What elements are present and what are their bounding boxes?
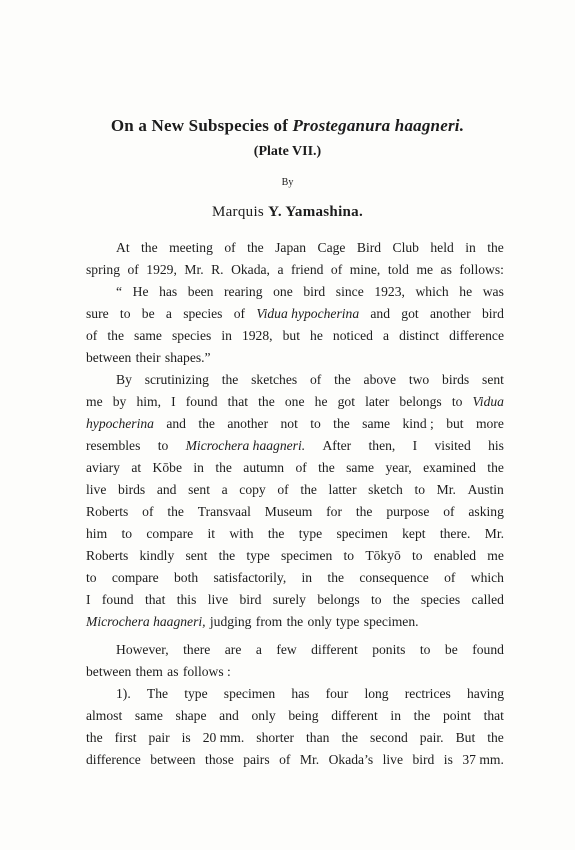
word: pair [148, 730, 170, 745]
word: a [221, 482, 228, 497]
word: “ [116, 284, 123, 299]
word: four [325, 686, 349, 701]
word: in [465, 240, 476, 255]
word: at [131, 460, 142, 475]
word: of [443, 504, 455, 519]
word: above [363, 372, 397, 387]
word: species [183, 306, 223, 321]
word: belongs [399, 394, 442, 409]
word: of [127, 262, 139, 277]
word: a [165, 306, 172, 321]
word: later [365, 394, 390, 409]
word: Okada’s [328, 752, 374, 767]
word: type [184, 686, 208, 701]
word: distinct [399, 328, 440, 343]
word: same [134, 708, 163, 723]
word: live [382, 752, 403, 767]
word: scrutinizing [144, 372, 209, 387]
word: Museum [264, 504, 313, 519]
word: the [107, 328, 124, 343]
word: got [401, 306, 419, 321]
word: the [141, 240, 158, 255]
word: the [221, 372, 239, 387]
word: At [116, 240, 130, 255]
word: year, [385, 460, 412, 475]
word: of [279, 752, 291, 767]
word: Roberts [86, 548, 129, 563]
word: is [181, 730, 191, 745]
word: But [455, 730, 476, 745]
word: of [330, 262, 343, 277]
word: the [167, 504, 184, 519]
article-title [0, 116, 575, 136]
word: friend [290, 262, 324, 277]
word: being [288, 708, 319, 723]
word: visited [434, 438, 471, 453]
word: has [159, 284, 178, 299]
text-line [86, 567, 504, 589]
text-line [86, 523, 504, 545]
word: me [487, 548, 504, 563]
word: resembles [86, 438, 141, 453]
word: Microchera haagneri, [86, 614, 206, 629]
word: long [364, 686, 389, 701]
word: Mr. [184, 262, 204, 277]
word: R. [211, 262, 224, 277]
word: a [277, 262, 284, 277]
word: 1923, [374, 284, 405, 299]
word: both [174, 570, 199, 585]
word: follows: [459, 262, 504, 277]
word: is [443, 752, 453, 767]
word: that [144, 592, 166, 607]
word: to [419, 642, 431, 657]
word: specimen [223, 686, 276, 701]
plate-reference: (Plate VII.) [253, 144, 322, 159]
text-line [86, 303, 504, 325]
text-line [86, 479, 504, 501]
word: to [157, 438, 169, 453]
word: more [475, 416, 504, 431]
word: I [86, 592, 91, 607]
word: noticed [332, 328, 373, 343]
word: aviary [86, 460, 120, 475]
word: satisfactorily, [213, 570, 287, 585]
word: to [414, 482, 426, 497]
word: of [142, 504, 154, 519]
word: the [247, 240, 264, 255]
word: Vidua [472, 394, 504, 409]
word: asking [468, 504, 504, 519]
word: called [471, 592, 504, 607]
word: one [273, 284, 293, 299]
word: one [284, 394, 305, 409]
word: there. [439, 526, 471, 541]
word: to [343, 548, 355, 563]
word: by [112, 394, 127, 409]
word: 1929, [146, 262, 177, 277]
word: Mr. [436, 482, 456, 497]
word: kept [402, 526, 426, 541]
word: between [86, 350, 132, 365]
word: consequence [359, 570, 429, 585]
word: spring [86, 262, 120, 277]
word: I [171, 394, 176, 409]
word: the [355, 504, 373, 519]
word: then, [368, 438, 396, 453]
word: to [310, 416, 321, 431]
word: those [205, 752, 234, 767]
word: has [291, 686, 310, 701]
word: sketch [368, 482, 403, 497]
word: the [327, 570, 345, 585]
word: him, [136, 394, 161, 409]
word: not [280, 416, 298, 431]
word: specimen [280, 548, 333, 563]
word: the [341, 730, 359, 745]
word: follows : [182, 664, 231, 679]
word: examined [423, 460, 476, 475]
word: was [482, 284, 504, 299]
word: the [334, 372, 351, 387]
word: between [86, 664, 132, 679]
word: He [132, 284, 149, 299]
word: autumn [243, 460, 285, 475]
text-line [86, 435, 504, 457]
word: it [207, 526, 216, 541]
word: of [277, 482, 289, 497]
text-line [86, 545, 504, 567]
word: type [336, 614, 360, 629]
word: be [444, 642, 458, 657]
word: Vidua hypocherina [256, 306, 360, 321]
author-line [0, 204, 575, 221]
word: almost [86, 708, 123, 723]
word: Austin [467, 482, 504, 497]
word: shorter [256, 730, 295, 745]
word: 1928, [241, 328, 273, 343]
word: Japan [275, 240, 307, 255]
word: in [221, 328, 232, 343]
word: sent [185, 548, 208, 563]
word: the [300, 482, 317, 497]
word: kindly [139, 548, 175, 563]
text-line [86, 639, 504, 661]
word: compare [146, 526, 194, 541]
text-line [86, 611, 504, 633]
word: a [382, 328, 390, 343]
text-line [86, 391, 504, 413]
word: same [362, 416, 391, 431]
word: specimen [336, 526, 388, 541]
text-line [86, 589, 504, 611]
word: Roberts [86, 504, 129, 519]
word: of [295, 460, 307, 475]
word: the [487, 730, 504, 745]
title-prefix: On a New Subspecies of [110, 116, 289, 135]
word: of [233, 306, 246, 321]
word: a [255, 642, 262, 657]
text-line [86, 259, 504, 281]
word: having [467, 686, 504, 701]
word: pair. [419, 730, 444, 745]
text-line [86, 661, 504, 683]
word: specimen. [363, 614, 419, 629]
word: birds [118, 482, 146, 497]
word: different [331, 708, 378, 723]
word: shapes.” [164, 350, 211, 365]
word: in [193, 460, 204, 475]
word: The [146, 686, 169, 701]
text-line [86, 749, 504, 771]
word: difference [449, 328, 504, 343]
word: in [390, 708, 401, 723]
word: judging [209, 614, 252, 629]
word: which [470, 570, 504, 585]
word: me [86, 394, 103, 409]
word: their [135, 350, 161, 365]
word: as [167, 664, 179, 679]
word: Okada, [231, 262, 270, 277]
author-prefix: Marquis [211, 204, 265, 220]
word: found [185, 394, 218, 409]
word: the [86, 730, 103, 745]
word: found [472, 642, 504, 657]
byline-label: By [281, 177, 294, 188]
word: Mr. [299, 752, 320, 767]
word: belongs [317, 592, 360, 607]
article-body [86, 237, 504, 771]
word: of [224, 240, 236, 255]
word: Transvaal [197, 504, 251, 519]
word: and [219, 708, 239, 723]
word: be [141, 306, 155, 321]
text-line [86, 369, 504, 391]
word: ponits [372, 642, 406, 657]
word: found [101, 592, 134, 607]
word: sketches [251, 372, 298, 387]
word: Kōbe [152, 460, 182, 475]
word: rearing [224, 284, 263, 299]
word: species [420, 592, 461, 607]
word: to [451, 394, 463, 409]
word: as [440, 262, 452, 277]
word: two [408, 372, 430, 387]
word: to [370, 592, 382, 607]
word: sent [482, 372, 504, 387]
word: birds [442, 372, 470, 387]
author-name: Y. Yamashina. [268, 204, 364, 220]
word: and [156, 482, 177, 497]
word: latter [328, 482, 357, 497]
word: pairs [243, 752, 270, 767]
text-line [86, 705, 504, 727]
word: 1). [116, 686, 131, 701]
word: same [346, 460, 375, 475]
word: enabled [433, 548, 477, 563]
word: the [413, 708, 431, 723]
word: the [198, 416, 215, 431]
word: another [429, 306, 471, 321]
text-line [86, 237, 504, 259]
word: for [326, 504, 343, 519]
word: By [116, 372, 132, 387]
word: of [86, 328, 98, 343]
word: Mr. [484, 526, 504, 541]
word: than [306, 730, 330, 745]
word: but [446, 416, 464, 431]
word: he [314, 394, 328, 409]
text-line [86, 727, 504, 749]
word: copy [239, 482, 266, 497]
word: hypocherina [86, 416, 154, 431]
word: same [134, 328, 162, 343]
word: held [430, 240, 454, 255]
word: in [301, 570, 313, 585]
word: shape [175, 708, 207, 723]
word: bird [239, 592, 262, 607]
word: kind ; [402, 416, 434, 431]
word: Cage [317, 240, 346, 255]
word: the [258, 394, 275, 409]
word: purpose [386, 504, 430, 519]
word: species [172, 328, 212, 343]
word: the [318, 460, 335, 475]
word: compare [111, 570, 159, 585]
word: them [135, 664, 163, 679]
word: been [187, 284, 214, 299]
word: the [215, 460, 232, 475]
word: to [412, 548, 423, 563]
word: with [229, 526, 254, 541]
word: type [298, 526, 323, 541]
word: Microchera haagneri. [185, 438, 306, 453]
word: type [246, 548, 270, 563]
word: rectrices [404, 686, 451, 701]
word: I [412, 438, 418, 453]
word: another [227, 416, 269, 431]
word: sent [188, 482, 210, 497]
word: there [183, 642, 211, 657]
word: which [415, 284, 449, 299]
word: he [459, 284, 473, 299]
word: but [282, 328, 300, 343]
word: and [370, 306, 391, 321]
word: the [286, 614, 304, 629]
word: mine, [349, 262, 381, 277]
word: the [267, 526, 285, 541]
word: Bird [356, 240, 382, 255]
word: of [309, 372, 322, 387]
word: him [86, 526, 108, 541]
word: After [322, 438, 352, 453]
word: from [255, 614, 283, 629]
word: the [487, 460, 504, 475]
word: point [442, 708, 471, 723]
text-line [86, 413, 504, 435]
word: between [150, 752, 196, 767]
word: are [224, 642, 242, 657]
word: the [218, 548, 236, 563]
word: that [227, 394, 249, 409]
word: only [307, 614, 332, 629]
word: that [483, 708, 504, 723]
word: told [387, 262, 409, 277]
word: to [119, 306, 131, 321]
word: difference [86, 752, 141, 767]
word: live [207, 592, 229, 607]
word: me [416, 262, 434, 277]
text-line [86, 683, 504, 705]
word: since [335, 284, 364, 299]
title-species: Prosteganura haagneri. [292, 116, 465, 135]
text-line [86, 501, 504, 523]
word: the [392, 592, 410, 607]
word: surely [272, 592, 306, 607]
word: sure [86, 306, 109, 321]
word: to [121, 526, 133, 541]
text-line [86, 347, 504, 369]
word: only [251, 708, 276, 723]
word: different [311, 642, 358, 657]
word: to [86, 570, 97, 585]
word: However, [116, 642, 169, 657]
word: the [333, 416, 350, 431]
word: the [487, 240, 504, 255]
word: Club [392, 240, 419, 255]
word: bird [303, 284, 326, 299]
word: got [337, 394, 355, 409]
text-line [86, 281, 504, 303]
word: his [488, 438, 504, 453]
word: bird [412, 752, 435, 767]
word: and [166, 416, 186, 431]
word: of [444, 570, 456, 585]
word: Tōkyō [365, 548, 401, 563]
word: 20 mm. [202, 730, 245, 745]
text-line [86, 457, 504, 479]
word: few [276, 642, 297, 657]
text-line [86, 325, 504, 347]
word: 37 mm. [462, 752, 504, 767]
word: meeting [169, 240, 213, 255]
word: this [176, 592, 197, 607]
word: first [114, 730, 137, 745]
word: bird [481, 306, 504, 321]
word: live [86, 482, 107, 497]
word: he [310, 328, 323, 343]
word: second [370, 730, 408, 745]
